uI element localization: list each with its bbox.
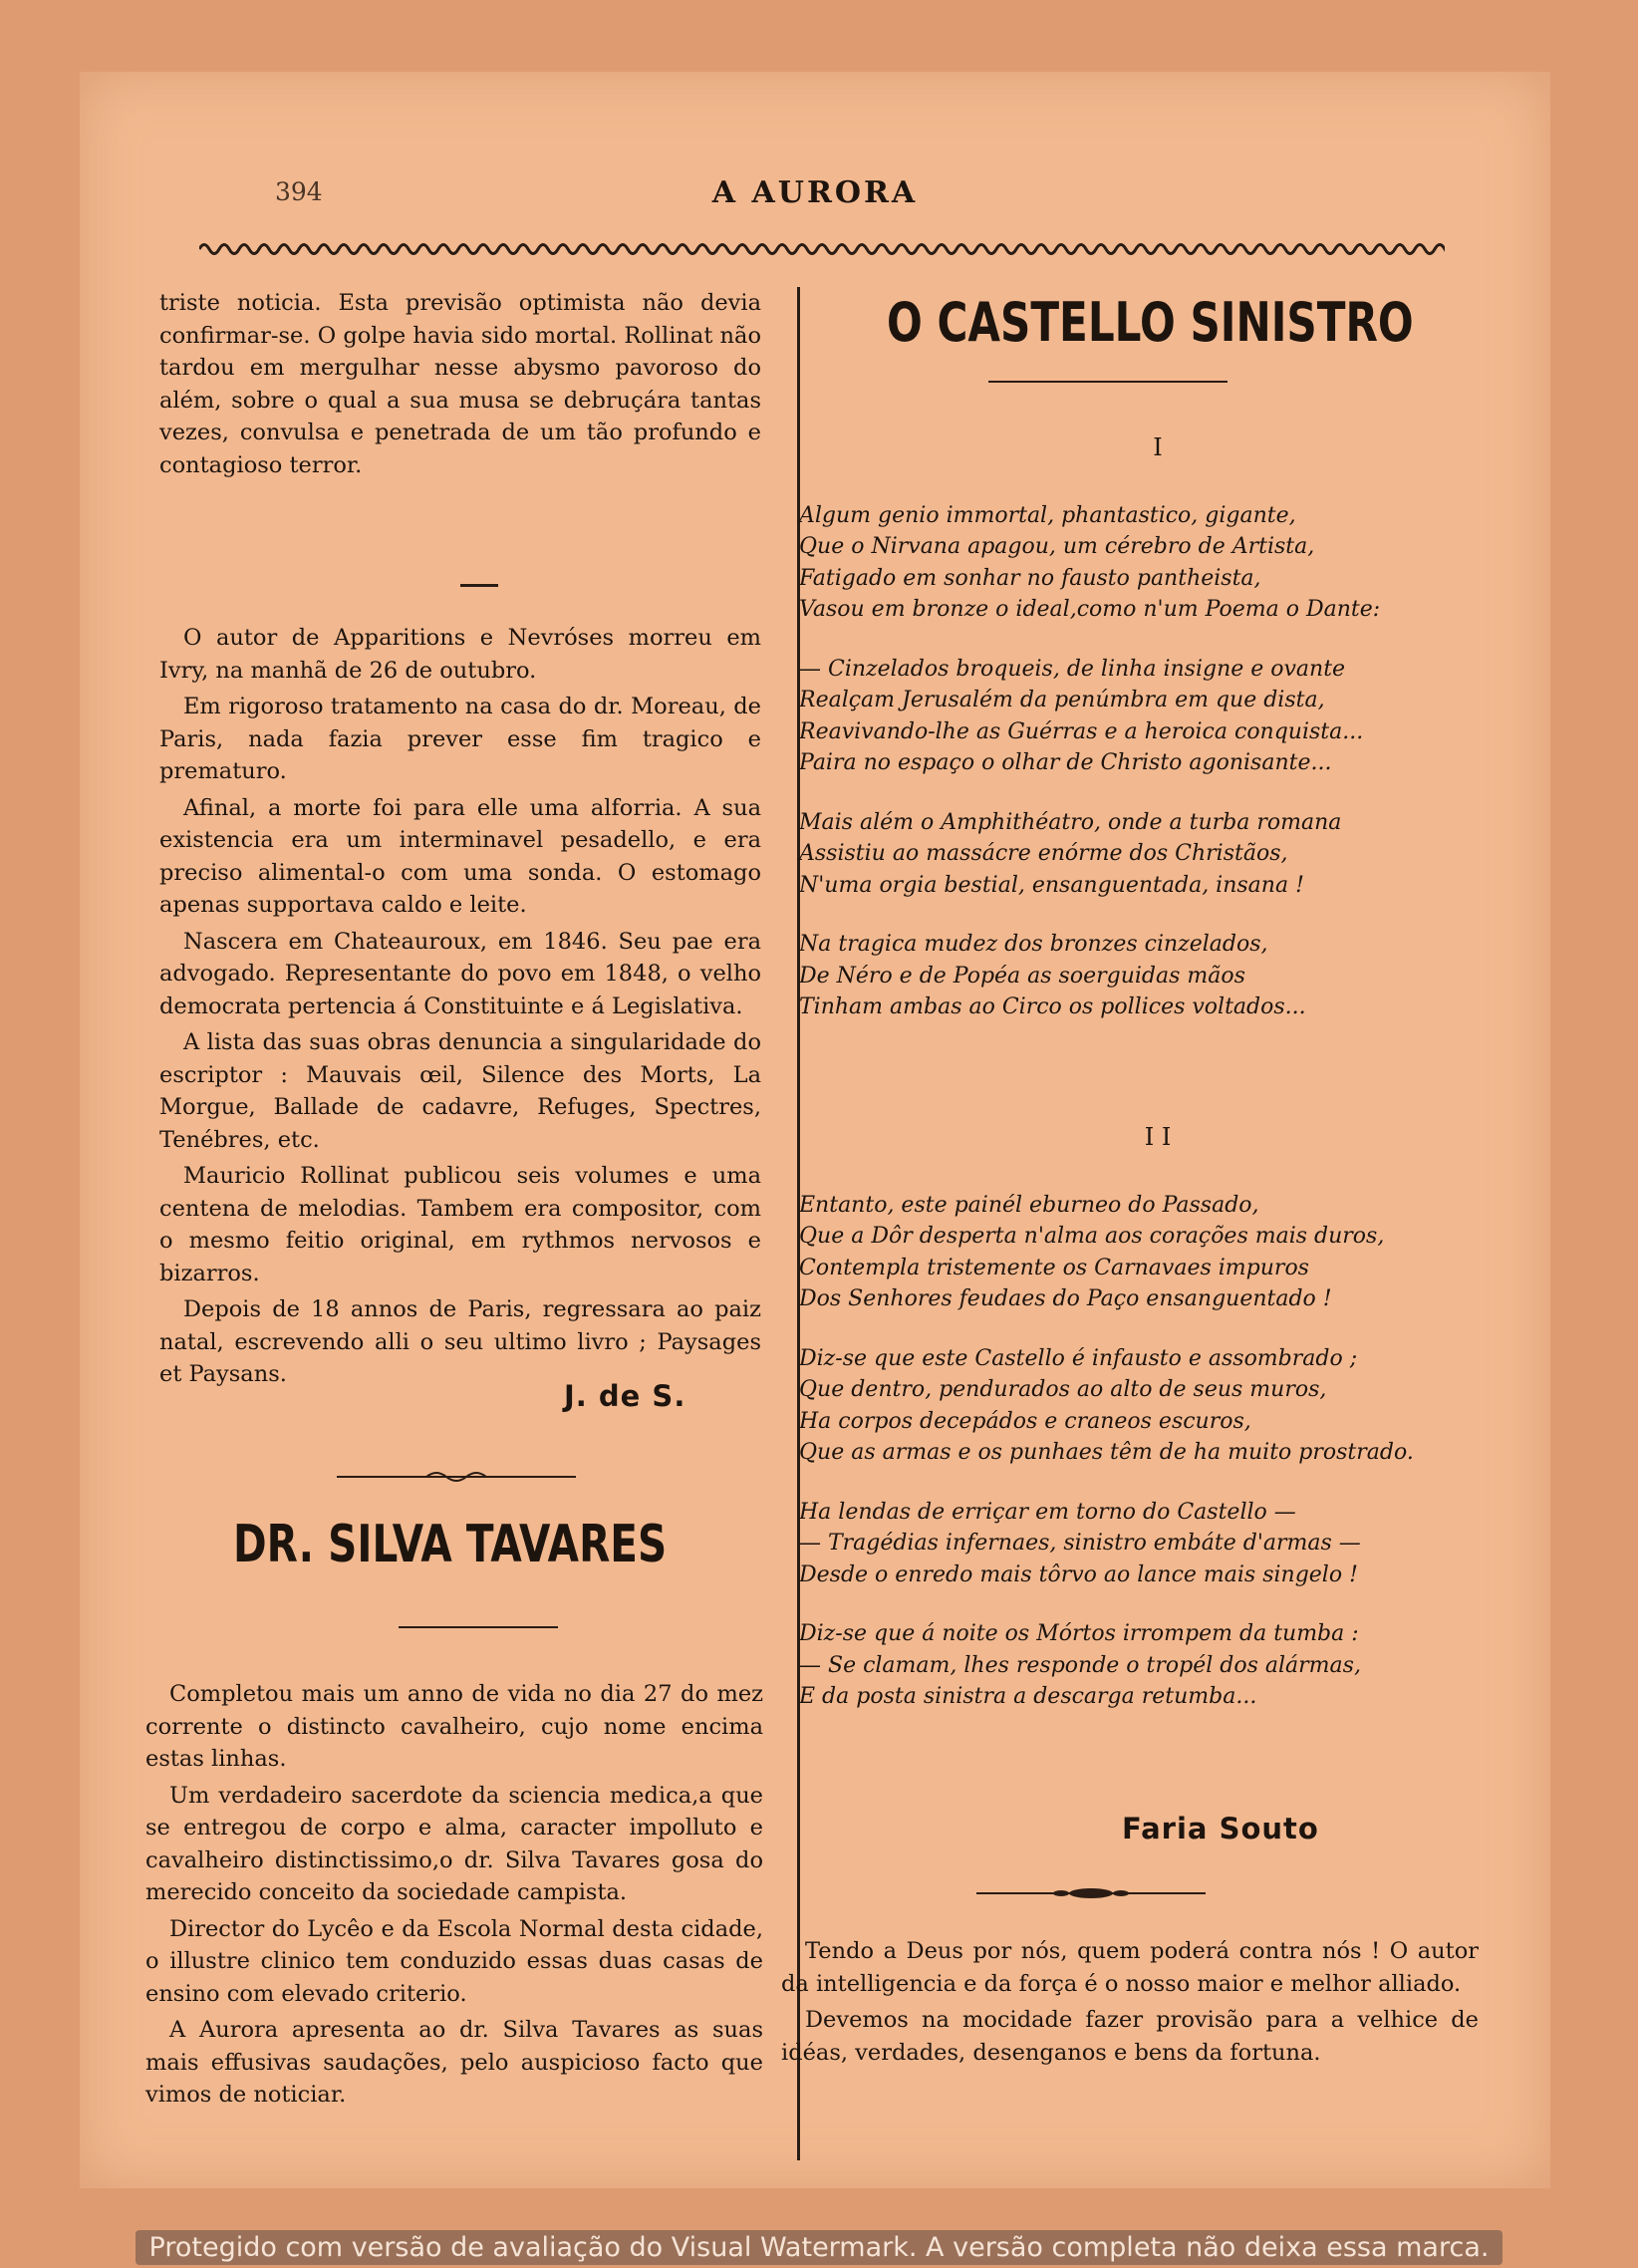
stanza: [799, 1190, 1516, 1315]
verse-line: Desde o enredo mais tôrvo ao lance mais singelo !: [799, 1561, 1358, 1587]
verse-line: Paira no espaço o olhar de Christo agonisante...: [799, 750, 1332, 775]
verse-line: Na tragica mudez dos bronzes cinzelados,: [799, 932, 1268, 957]
tavares-article: [145, 1678, 763, 2116]
paragraph: Director do Lycêo e da Escola Normal desta cidade, o illustre clinico tem conduzido essas duas casas de ensino com elevado criterio.: [145, 1915, 763, 2007]
verse-line: — Tragédias infernaes, sinistro embáte d'armas —: [799, 1531, 1361, 1556]
poem-part-two: [799, 1122, 1516, 1741]
verse-line: Algum genio immortal, phantastico, gigante,: [799, 502, 1296, 528]
running-title: A AURORA: [711, 175, 919, 210]
paragraph: Mauricio Rollinat publicou seis volumes e uma centena de melodias. Tambem era compositor, com o mesmo feitio original, em rythmos nervosos e bizarros.: [159, 1163, 761, 1286]
verse-line: De Néro e de Popéa as soerguidas mãos: [799, 963, 1245, 989]
poem-signature: Faria Souto: [1122, 1812, 1319, 1845]
poem-part-one: [799, 432, 1516, 1051]
tavares-headline: DR. SILVA TAVARES: [233, 1515, 668, 1574]
paragraph: Tendo a Deus por nós, quem poderá contra nós ! O autor da intelligencia e da força é o nosso maior e melhor alliado.: [781, 1938, 1479, 1997]
stanza: [799, 1497, 1516, 1591]
stanza: [799, 1618, 1516, 1713]
paragraph: triste noticia. Esta previsão optimista não devia confirmar-se. O golpe havia sido mortal. Rollinat não tardou em mergulhar nesse abysmo pavoroso do além, sobre o qual a sua musa se debruçára tantas vezes, convulsa e penetrada de um tão profundo e contagioso terror.: [159, 290, 761, 478]
section-ornament: [976, 1883, 1206, 1903]
stanza: [799, 807, 1516, 902]
verse-line: Que a Dôr desperta n'alma aos corações mais duros,: [799, 1224, 1385, 1249]
verse-line: Realçam Jerusalém da penúmbra em que dista,: [799, 688, 1325, 712]
part-numeral: I I: [1144, 1123, 1172, 1151]
verse-line: Tinham ambas ao Circo os pollices voltados...: [799, 994, 1306, 1019]
paragraph: Em rigoroso tratamento na casa do dr. Moreau, de Paris, nada fazia prever esse fim tragico e prematuro.: [159, 694, 761, 784]
section-dash: [460, 584, 498, 587]
headline-rule: [399, 1626, 558, 1628]
rollinat-article: [159, 287, 761, 485]
verse-line: Contempla tristemente os Carnavaes impuros: [799, 1255, 1309, 1280]
verse-line: E da posta sinistra a descarga retumba...: [799, 1684, 1257, 1709]
part-numeral: I: [1153, 433, 1163, 461]
verse-line: Ha lendas de erriçar em torno do Castello —: [799, 1499, 1296, 1525]
verse-line: N'uma orgia bestial, ensanguentada, insana !: [799, 872, 1304, 898]
verse-line: Ha corpos decepádos e craneos escuros,: [799, 1408, 1251, 1434]
paragraph: Completou mais um anno de vida no dia 27 do mez corrente o distincto cavalheiro, cujo nome encima estas linhas.: [145, 1681, 763, 1772]
article-signature: J. de S.: [564, 1379, 686, 1413]
verse-line: Vasou em bronze o ideal,como n'um Poema o Dante:: [799, 597, 1381, 622]
verse-line: Que o Nirvana apagou, um cérebro de Artista,: [799, 534, 1315, 559]
verse-line: Que as armas e os punhaes têm de ha muito prostrado.: [799, 1440, 1414, 1465]
poem-headline: O CASTELLO SINISTRO: [887, 291, 1414, 354]
verse-line: — Cinzelados broqueis, de linha insigne e ovante: [799, 656, 1346, 682]
verse-line: Fatigado em sonhar no fausto pantheista,: [799, 565, 1261, 591]
paragraph: Afinal, a morte foi para elle uma alforria. A sua existencia era um interminavel pesadello, e era preciso alimental-o com uma sonda. O estomago apenas supportava caldo e leite.: [159, 794, 761, 918]
paragraph: Nascera em Chateauroux, em 1846. Seu pae era advogado. Representante do povo em 1848, o velho democrata pertencia á Constituinte e á Legislativa.: [159, 928, 761, 1019]
verse-line: Dos Senhores feudaes do Paço ensanguentado !: [799, 1286, 1332, 1311]
verse-line: Diz-se que á noite os Mórtos irrompem da tumba :: [799, 1621, 1359, 1646]
paragraph: A lista das suas obras denuncia a singularidade do escriptor : Mauvais œil, Silence des Morts, La Morgue, Ballade de cadavre, Refuges, Spectres, Tenébres, etc.: [159, 1029, 761, 1153]
paragraph: A Aurora apresenta ao dr. Silva Tavares as suas mais effusivas saudações, pelo auspicioso facto que vimos de noticiar.: [145, 2017, 763, 2108]
paragraph: Devemos na mocidade fazer provisão para a velhice de idéas, verdades, desenganos e bens da fortuna.: [781, 2007, 1479, 2066]
paragraph: Depois de 18 annos de Paris, regressara ao paiz natal, escrevendo alli o seu ultimo livro ; Paysages et Paysans.: [159, 1296, 761, 1387]
stanza: [799, 1343, 1516, 1469]
stanza: [799, 929, 1516, 1023]
poem-headline-rule: [988, 381, 1228, 383]
verse-line: Reavivando-lhe as Guérras e a heroica conquista...: [799, 718, 1364, 744]
section-ornament: [337, 1467, 576, 1487]
wave-ornament-rule: [199, 237, 1445, 261]
verse-line: Entanto, este painél eburneo do Passado,: [799, 1192, 1259, 1218]
watermark-banner: [0, 2228, 1638, 2268]
paragraph: O autor de Apparitions e Nevróses morreu em Ivry, na manhã de 26 de outubro.: [159, 625, 761, 684]
verse-line: Diz-se que este Castello é infausto e assombrado ;: [799, 1345, 1358, 1371]
verse-line: Mais além o Amphithéatro, onde a turba romana: [799, 809, 1342, 835]
closing-notes: [781, 1935, 1479, 2073]
paragraph: Um verdadeiro sacerdote da sciencia medica,a que se entregou de corpo e alma, caracter impolluto e cavalheiro distinctissimo,o dr. Silva Tavares gosa do merecido conceito da sociedade campista.: [145, 1782, 763, 1905]
watermark-text: Protegido com versão de avaliação do Visual Watermark. A versão completa não deixa essa marca.: [136, 2230, 1503, 2265]
newspaper-page: [80, 72, 1550, 2188]
verse-line: Assistiu ao massácre enórme dos Christãos,: [799, 841, 1288, 866]
verse-line: — Se clamam, lhes responde o tropél dos alármas,: [799, 1652, 1361, 1678]
stanza: [799, 654, 1516, 779]
page-number: 394: [275, 177, 323, 206]
verse-line: Que dentro, pendurados ao alto de seus muros,: [799, 1377, 1327, 1402]
stanza: [799, 500, 1516, 626]
rollinat-article-continued: [159, 622, 761, 1395]
